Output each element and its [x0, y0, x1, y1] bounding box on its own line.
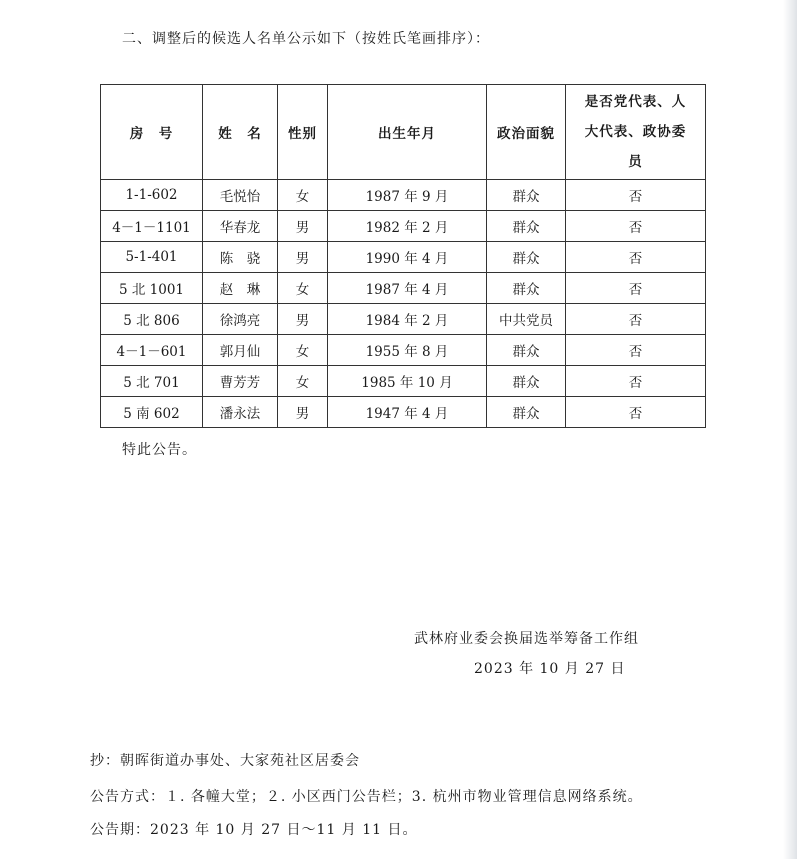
cell-representative: 否	[566, 335, 706, 366]
announcement-period: 公告期：2023 年 10 月 27 日～11 月 11 日。	[90, 822, 418, 838]
closing-note: 特此公告。	[122, 442, 197, 458]
cell-political: 中共党员	[487, 304, 566, 335]
cell-room: 5-1-401	[101, 242, 203, 273]
cell-representative: 否	[566, 304, 706, 335]
cell-name: 郭月仙	[203, 335, 278, 366]
cell-name: 曹芳芳	[203, 366, 278, 397]
cell-political: 群众	[487, 397, 566, 428]
cell-gender: 男	[278, 242, 328, 273]
header-political: 政治面貌	[487, 85, 566, 180]
table-row	[101, 335, 706, 366]
cell-room: 5 北 701	[101, 366, 203, 397]
cell-room: 5 南 602	[101, 397, 203, 428]
cell-gender: 女	[278, 180, 328, 211]
cell-birth: 1990 年 4 月	[328, 242, 487, 273]
cell-room: 5 北 1001	[101, 273, 203, 304]
page-edge-shadow	[783, 0, 797, 859]
cell-birth: 1982 年 2 月	[328, 211, 487, 242]
cell-gender: 女	[278, 335, 328, 366]
table-row	[101, 211, 706, 242]
cell-representative: 否	[566, 397, 706, 428]
cell-birth: 1987 年 9 月	[328, 180, 487, 211]
cell-representative: 否	[566, 273, 706, 304]
header-room: 房 号	[101, 85, 203, 180]
cell-political: 群众	[487, 366, 566, 397]
cell-political: 群众	[487, 180, 566, 211]
cell-gender: 男	[278, 304, 328, 335]
header-gender: 性别	[278, 85, 328, 180]
cell-representative: 否	[566, 211, 706, 242]
cell-political: 群众	[487, 242, 566, 273]
cell-name: 毛悦怡	[203, 180, 278, 211]
header-representative-text: 是否党代表、人大代表、政协委员	[584, 94, 687, 170]
cell-birth: 1947 年 4 月	[328, 397, 487, 428]
cell-room: 4－1－601	[101, 335, 203, 366]
cell-gender: 女	[278, 273, 328, 304]
table-row	[101, 242, 706, 273]
cell-gender: 女	[278, 366, 328, 397]
cell-birth: 1985 年 10 月	[328, 366, 487, 397]
cell-political: 群众	[487, 273, 566, 304]
table-row	[101, 273, 706, 304]
cell-name: 华春龙	[203, 211, 278, 242]
cell-room: 4－1－1101	[101, 211, 203, 242]
table-row	[101, 180, 706, 211]
signature-date: 2023 年 10 月 27 日	[474, 661, 626, 677]
header-name: 姓 名	[203, 85, 278, 180]
cell-name: 赵 琳	[203, 273, 278, 304]
cell-gender: 男	[278, 211, 328, 242]
cell-room: 1-1-602	[101, 180, 203, 211]
cc-line: 抄：朝晖街道办事处、大家苑社区居委会	[90, 753, 360, 769]
cell-name: 陈 骁	[203, 242, 278, 273]
cell-political: 群众	[487, 335, 566, 366]
cell-room: 5 北 806	[101, 304, 203, 335]
cell-representative: 否	[566, 180, 706, 211]
cell-name: 潘永法	[203, 397, 278, 428]
cell-political: 群众	[487, 211, 566, 242]
table-row	[101, 304, 706, 335]
section-heading: 二、调整后的候选人名单公示如下（按姓氏笔画排序）：	[122, 31, 490, 47]
cell-name: 徐鸿亮	[203, 304, 278, 335]
cell-birth: 1955 年 8 月	[328, 335, 487, 366]
signature-org: 武林府业委会换届选举筹备工作组	[414, 631, 639, 647]
cell-birth: 1987 年 4 月	[328, 273, 487, 304]
cell-representative: 否	[566, 366, 706, 397]
cell-gender: 男	[278, 397, 328, 428]
table-row	[101, 366, 706, 397]
header-representative	[566, 85, 706, 180]
candidate-table	[100, 84, 706, 428]
cell-birth: 1984 年 2 月	[328, 304, 487, 335]
table-row	[101, 397, 706, 428]
cell-representative: 否	[566, 242, 706, 273]
announcement-method: 公告方式：１. 各幢大堂；２. 小区西门公告栏；3. 杭州市物业管理信息网络系统。	[90, 789, 643, 805]
header-birth: 出生年月	[328, 85, 487, 180]
table-header-row	[101, 85, 706, 180]
